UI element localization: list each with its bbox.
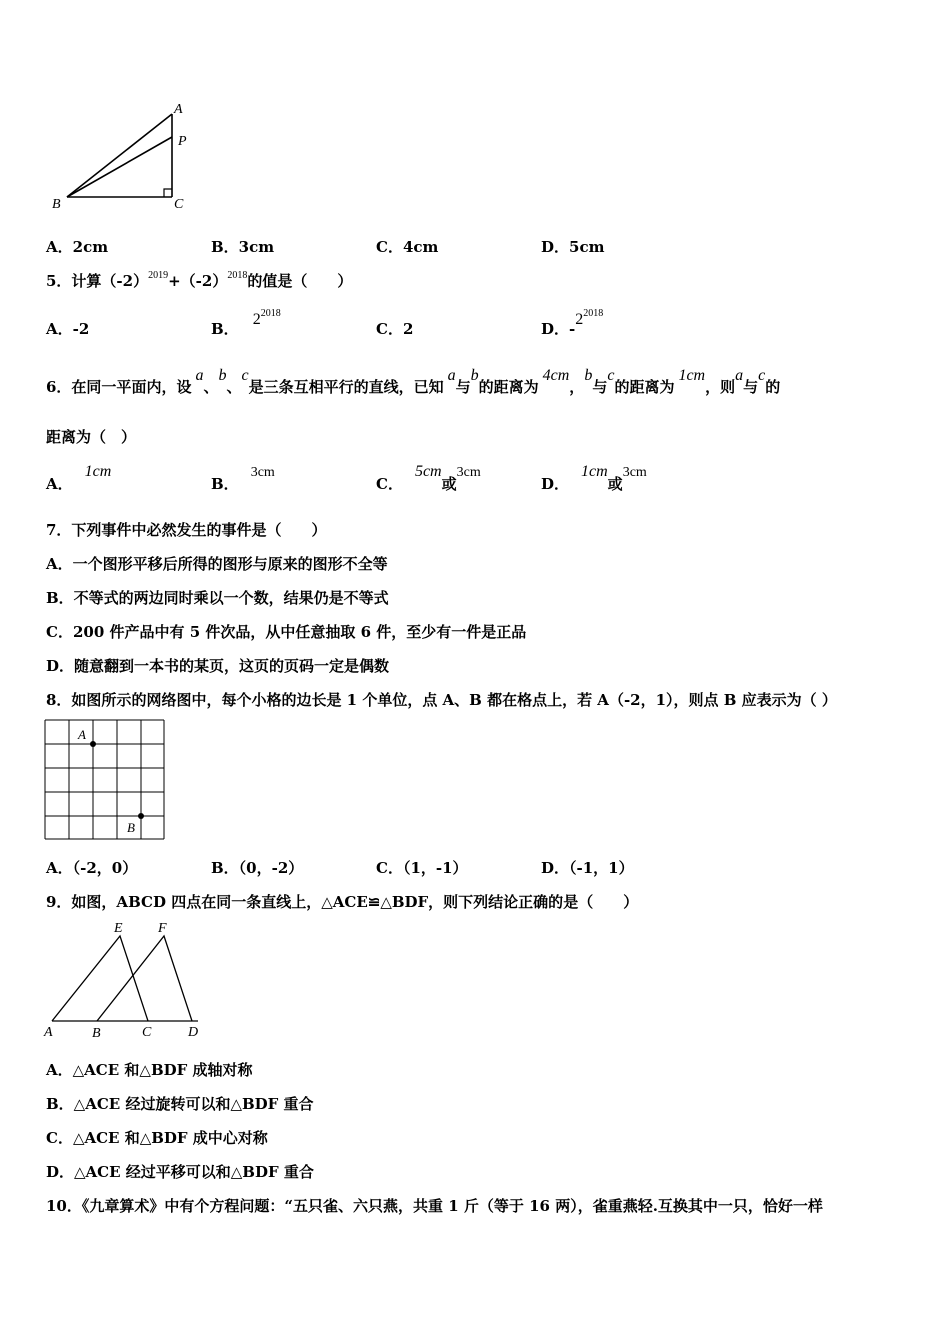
triangle-figure — [40, 100, 200, 215]
q5-prefix: 5．计算（-2） — [46, 272, 149, 290]
q6-a3: a — [735, 367, 744, 384]
point-b — [138, 813, 144, 819]
q5-exp2: 2018 — [227, 270, 248, 281]
q8-stem: 8．如图所示的网络图中，每个小格的边长是 1 个单位，点 A、B 都在格点上，若 A（-2，1），则点 B 应表示为（ ） — [46, 691, 837, 709]
q6-c-v2: 3cm — [456, 465, 481, 480]
segment-bp — [67, 137, 172, 197]
q6-b1: b — [218, 367, 227, 384]
q6-c1: c — [241, 367, 249, 384]
q6-option-c[interactable] — [376, 463, 481, 494]
q6-d2: 1cm — [678, 367, 706, 384]
fig-label-c: C — [142, 1025, 152, 1040]
q9-option-a[interactable]: A．△ACE 和△BDF 成轴对称 — [46, 1061, 253, 1079]
q6-yu1: 与 — [455, 378, 471, 396]
q6-p1: 6．在同一平面内，设 — [46, 378, 192, 396]
q5-a-letter: A． — [46, 320, 73, 338]
q6-c2: c — [607, 367, 615, 384]
q4-option-a[interactable]: A．2cm — [46, 238, 109, 256]
grid-label-a: A — [78, 727, 86, 742]
q5-mid: +（-2） — [168, 272, 228, 290]
q8-grid-figure — [44, 719, 168, 843]
q6-a-v1: 1cm — [84, 463, 112, 480]
q6-yu2: 与 — [592, 378, 608, 396]
fig-label-e: E — [114, 921, 123, 936]
q6-a-letter: A． — [46, 475, 73, 493]
q6-d-or: 或 — [607, 475, 623, 493]
q5-a-text: -2 — [72, 320, 90, 338]
q5-option-a[interactable] — [46, 318, 89, 339]
fig-label-f: F — [158, 921, 167, 936]
label-c: C — [174, 197, 184, 212]
q6-p3a: 的距离为 — [478, 378, 539, 396]
q8-option-d[interactable]: D．（-1，1） — [541, 859, 634, 877]
q7-option-d[interactable]: D．随意翻到一本书的某页，这页的页码一定是偶数 — [46, 657, 390, 675]
q5-option-b[interactable] — [211, 308, 281, 339]
q9-stem: 9．如图，ABCD 四点在同一条直线上，△ACE≌△BDF，则下列结论正确的是（ ） — [46, 893, 639, 911]
q6-d-v1: 1cm — [581, 463, 608, 480]
fig-label-b: B — [92, 1026, 101, 1041]
segment-ab — [67, 114, 172, 197]
q8-option-b[interactable]: B．（0，-2） — [211, 859, 304, 877]
q5-exp1: 2019 — [148, 270, 169, 281]
q6-option-a[interactable] — [46, 463, 112, 494]
q8-option-a[interactable]: A．（-2，0） — [46, 859, 138, 877]
q6-de: 的 — [765, 378, 781, 396]
q7-option-c[interactable]: C．200 件产品中有 5 件次品，从中任意抽取 6 件，至少有一件是正品 — [46, 623, 527, 641]
q6-d1: 4cm — [542, 367, 570, 384]
q5-c-letter: C． — [376, 320, 403, 338]
q5-b-letter: B． — [211, 320, 239, 338]
q4-option-d[interactable]: D．5cm — [541, 238, 605, 256]
q9-figure — [40, 916, 210, 1042]
q6-c-v1: 5cm — [414, 463, 442, 480]
label-a: A — [174, 102, 183, 117]
q6-c-or: 或 — [441, 475, 457, 493]
q5-d-letter: D． — [541, 320, 570, 338]
q5-stem — [46, 270, 352, 291]
q6-a1: a — [195, 367, 204, 384]
q7-option-a[interactable]: A．一个图形平移后所得的图形与原来的图形不全等 — [46, 555, 388, 573]
q5-d-base: 2 — [575, 311, 584, 328]
fig-label-a: A — [44, 1025, 53, 1040]
q10-stem: 10．《九章算术》中有个方程问题：“五只雀、六只燕，共重 1 斤（等于 16 两），雀重燕轻.互换其中一只，恰好一样 — [46, 1197, 823, 1215]
q6-d-v2: 3cm — [622, 465, 647, 480]
point-a — [90, 741, 96, 747]
grid-label-b: B — [127, 820, 135, 835]
q6-sep1: 、 — [203, 378, 219, 396]
q6-ze: ，则 — [705, 378, 736, 396]
q6-b2: b — [470, 367, 479, 384]
q4-option-c[interactable]: C．4cm — [376, 238, 439, 256]
grid-lines — [45, 720, 164, 839]
q5-suffix: 的值是（ ） — [247, 272, 353, 290]
q5-option-d[interactable] — [541, 308, 604, 339]
q7-option-b[interactable]: B．不等式的两边同时乘以一个数，结果仍是不等式 — [46, 589, 389, 607]
q4-option-b[interactable]: B．3cm — [211, 238, 275, 256]
q5-b-base: 2 — [252, 311, 261, 328]
q6-line1 — [46, 367, 781, 397]
q6-b-v1: 3cm — [250, 465, 275, 480]
fig-label-d: D — [188, 1025, 199, 1040]
q6-line2: 距离为（ ） — [46, 428, 137, 446]
q5-d-sign: - — [569, 320, 576, 338]
q6-p2: 是三条互相平行的直线，已知 — [248, 378, 444, 396]
triangle-bdf — [97, 936, 192, 1021]
q6-comma: ， — [569, 378, 585, 396]
right-angle-mark — [164, 189, 172, 197]
q6-d-letter: D． — [541, 475, 570, 493]
q8-option-c[interactable]: C．（1，-1） — [376, 859, 468, 877]
q7-stem: 7．下列事件中必然发生的事件是（ ） — [46, 521, 327, 539]
label-b: B — [52, 197, 61, 212]
q9-option-d[interactable]: D．△ACE 经过平移可以和△BDF 重合 — [46, 1163, 314, 1181]
q6-sep2: 、 — [226, 378, 242, 396]
q5-option-c[interactable] — [376, 318, 413, 339]
q6-option-d[interactable] — [541, 463, 647, 494]
q6-b-letter: B． — [211, 475, 239, 493]
label-p: P — [178, 134, 187, 149]
q9-option-c[interactable]: C．△ACE 和△BDF 成中心对称 — [46, 1129, 268, 1147]
q6-p3b: 的距离为 — [614, 378, 675, 396]
q6-option-b[interactable] — [211, 465, 275, 494]
triangle-ace — [52, 936, 148, 1021]
q9-option-b[interactable]: B．△ACE 经过旋转可以和△BDF 重合 — [46, 1095, 314, 1113]
q6-c-letter: C． — [376, 475, 403, 493]
q6-b3: b — [584, 367, 593, 384]
q5-d-exp: 2018 — [583, 308, 604, 319]
q5-b-exp: 2018 — [260, 308, 281, 319]
q6-yu3: 与 — [743, 378, 759, 396]
q5-c-text: 2 — [402, 320, 414, 338]
q6-a2: a — [447, 367, 456, 384]
q6-c3: c — [758, 367, 766, 384]
